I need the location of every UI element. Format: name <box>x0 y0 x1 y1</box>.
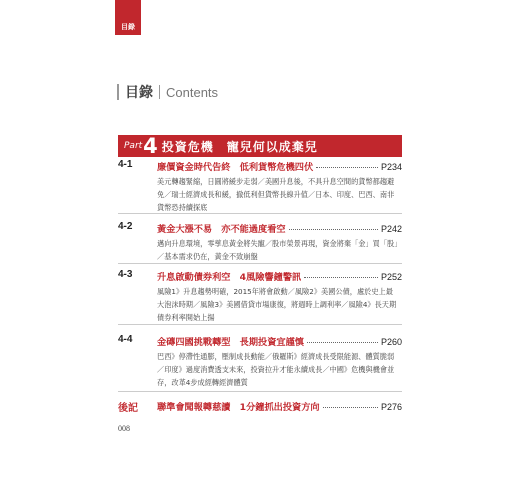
section-tab-label: 目錄 <box>121 23 135 31</box>
heading-bar-divider <box>117 84 119 100</box>
toc-entry-4-2 <box>118 221 402 265</box>
entry-page: P276 <box>380 402 402 412</box>
entry-number: 4-1 <box>118 159 133 170</box>
dot-leader <box>304 277 378 278</box>
part-word: Part <box>124 141 143 151</box>
entry-divider <box>118 391 402 392</box>
toc-entry-4-1 <box>118 159 402 215</box>
entry-title: 廉價資金時代告終 低利貨幣危機四伏 <box>157 162 314 173</box>
entry-title: 黃金大漲不易 亦不能過度看空 <box>157 224 286 235</box>
entry-number: 4-3 <box>118 269 133 280</box>
part-banner <box>118 135 402 157</box>
dot-leader <box>323 407 378 408</box>
entry-title: 聯準會聞報轉慈讀 1分鐘抓出投資方向 <box>157 402 320 413</box>
page-number: 008 <box>118 424 130 433</box>
heading-separator <box>159 85 160 99</box>
part-title: 投資危機 寵兒何以成棄兒 <box>161 139 318 154</box>
entry-description: 美元轉趨緊縮，日圓將緩步走弱／美國升息後，不具升息空間的貨幣都趨避免／瑞士經濟成長和緩，撤低利但貨幣長線升值／日本、印度、巴西、南非貨幣恐持續探底 <box>157 177 395 212</box>
entry-title-line <box>157 399 402 412</box>
entry-description: 邁向升息環境，零孳息黃金將失寵／股市榮景再現，資金將棄「金」買「股」／基本需求仍在，黃金不致崩盤 <box>157 239 398 261</box>
entry-number: 4-2 <box>118 221 133 232</box>
entry-page: P260 <box>380 337 402 347</box>
entry-divider <box>118 324 402 325</box>
entry-title: 升息啟動債券利空 4風險響鐘警訊 <box>157 272 302 283</box>
entry-page: P234 <box>380 162 402 172</box>
toc-entry-4-3 <box>118 269 402 325</box>
entry-title-line <box>157 334 402 347</box>
section-tab <box>115 0 141 35</box>
entry-number: 4-4 <box>118 334 133 345</box>
entry-title-line <box>157 269 402 282</box>
part-number: 4 <box>143 134 158 158</box>
entry-divider <box>118 263 402 264</box>
toc-entry-postscript <box>118 399 402 413</box>
toc-heading <box>117 83 218 101</box>
dot-leader <box>316 167 378 168</box>
entry-page: P252 <box>380 272 402 282</box>
toc-heading-en: Contents <box>166 84 219 100</box>
toc-heading-zh: 目錄 <box>125 85 153 101</box>
entry-title-line <box>157 221 402 234</box>
entry-description: 巴西》停滯性通膨，壓制成長動能／俄羅斯》經濟成長受限能源、體質脆弱／印度》過度消費透支未來，投資拉升才能永續成長／中國》危機與機會並存，改革4步成經轉經濟體質 <box>157 352 395 387</box>
entry-number: 後記 <box>118 403 138 414</box>
entry-title: 金磚四國挑戰轉型 長期投資宜謹慎 <box>157 337 304 348</box>
dot-leader <box>289 229 378 230</box>
entry-page: P242 <box>380 224 402 234</box>
toc-entry-4-4 <box>118 334 402 392</box>
entry-description: 風險1》升息趨勢明確，2015年將會啟動／風險2》美國公債，處於史上最大泡沫時期／風險3》美國借貸市場康復，將週時上調利率／風險4》長天期債券利率開始上揚 <box>157 287 397 322</box>
entry-divider <box>118 213 402 214</box>
dot-leader <box>307 342 378 343</box>
entry-title-line <box>157 159 402 172</box>
